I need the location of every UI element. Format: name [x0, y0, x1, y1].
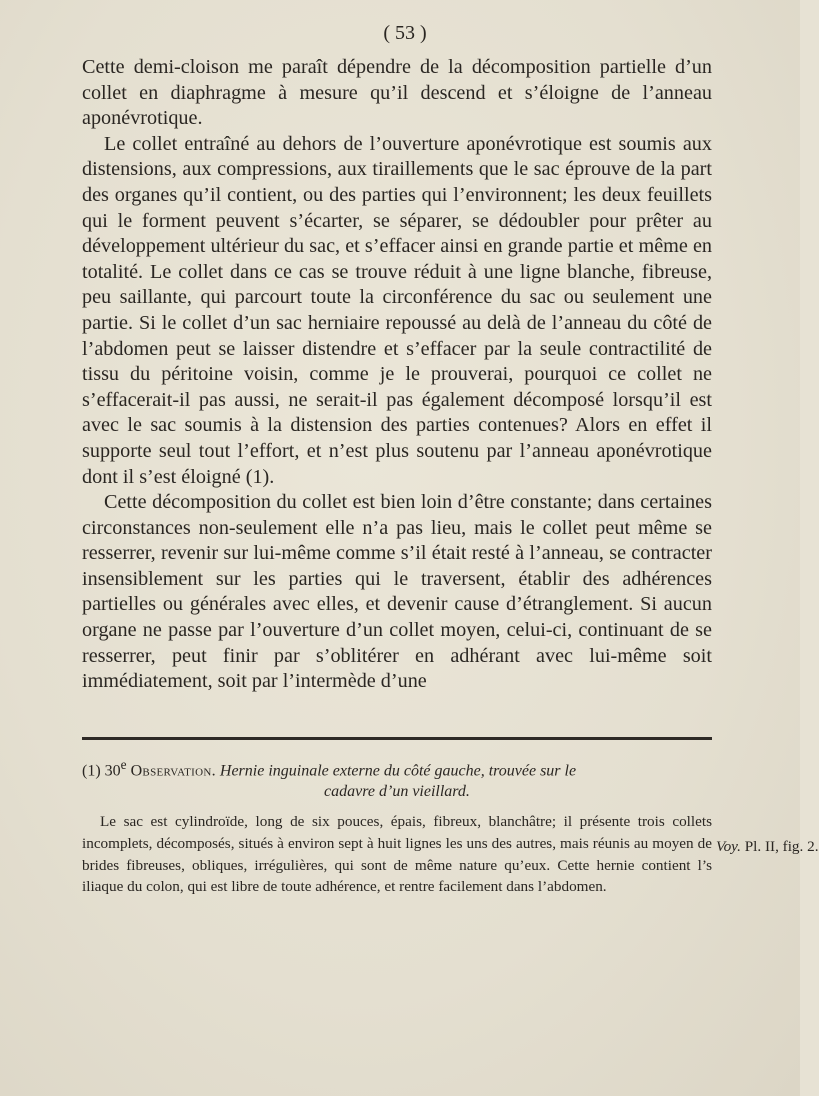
paragraph-2: Le collet entraîné au dehors de l’ouverture aponévrotique est soumis aux distensions, aux compressions, aux tiraillements que le sac éprouve de la part des organes qu’il contient, ou des parties qui l’environnent; les deux feuillets qui le forment peuvent s’écarter, se séparer, se dédoubler pour prêter au développement ultérieur du sac, et s’effacer ainsi en grande partie et même en totalité. Le collet dans ce cas se trouve réduit à une ligne blanche, fibreuse, peu saillante, qui parcourt toute la circonférence du sac ou seulement une partie. Si le collet d’un sac herniaire repoussé au delà de l’anneau du côté de l’abdomen peut se laisser distendre et s’effacer par la seule contractilité de tissu du péritoine voisin, comme je le prouverai, pourquoi ce collet ne s’effacerait-il pas aussi, ne serait-il pas également décomposé lorsqu’il est avec le sac soumis à la distension des parties contenues? Alors en effet il supporte seul tout l’effort, et n’est plus soutenu par l’anneau aponévrotique dont il s’est éloigné (1).	[82, 132, 712, 488]
footnote-heading	[82, 754, 712, 781]
footnote-title: Hernie inguinale externe du côté gauche, trouvée sur le	[219, 762, 577, 780]
footnote-title-continued: cadavre d’un vieillard.	[324, 783, 470, 801]
main-text	[82, 55, 712, 695]
margin-note-voy: Voy.	[716, 838, 741, 855]
footnote-divider	[82, 737, 712, 740]
footnote-observation-label: Observation.	[130, 762, 216, 780]
margin-note-reference: Pl. II, fig. 2.	[740, 838, 819, 855]
paragraph-3: Cette décomposition du collet est bien loin d’être constante; dans certaines circonstances non-seulement elle n’a pas lieu, mais le collet peut même se resserrer, revenir sur lui-même comme s’il était resté à l’anneau, se contracter insensiblement sur les parties qui le traversent, établir des adhérences partielles ou générales avec elles, et devenir cause d’étranglement. Si aucun organe ne passe par l’ouverture d’un collet moyen, celui-ci, continuant de se resserrer, peut finir par s’oblitérer en adhérant avec lui-même soit immédiatement, soit par l’intermède d’une	[82, 491, 712, 693]
footnote	[82, 754, 712, 898]
paragraph-1: Cette demi-cloison me paraît dépendre de la décomposition partielle d’un collet en diaphragme à mesure qu’il descend et s’éloigne de l’anneau aponévrotique.	[82, 56, 712, 130]
margin-note	[716, 838, 819, 856]
footnote-body: Le sac est cylindroïde, long de six pouces, épais, fibreux, blanchâtre; il présente trois collets incomplets, décomposés, situés à environ sept à huit lignes les uns des autres, mais réunis au moyen de brides fibreuses, obliques, irrégulières, qui sont de même nature qu’eux. Cette hernie contient l’s iliaque du colon, qui est libre de toute adhérence, et rentre facilement dans l’abdomen.	[82, 813, 712, 896]
footnote-superscript: e	[120, 757, 127, 772]
page-number: ( 53 )	[383, 22, 427, 44]
footnote-number: (1) 30	[82, 762, 121, 780]
